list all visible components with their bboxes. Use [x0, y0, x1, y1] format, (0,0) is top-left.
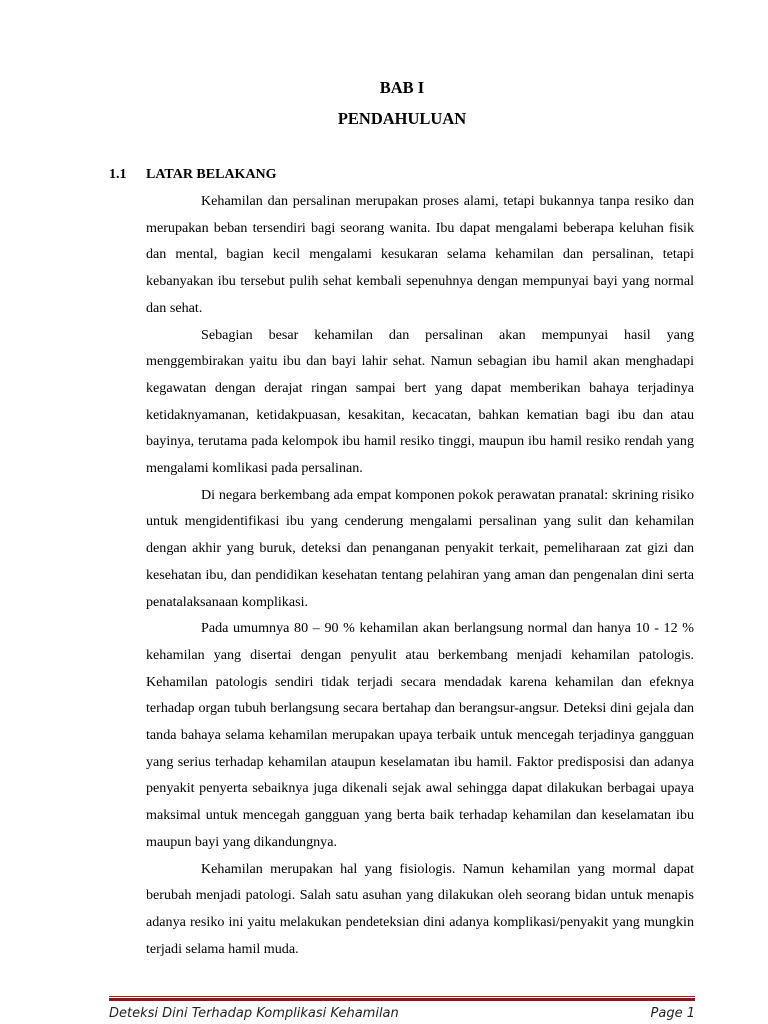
section-heading	[109, 164, 277, 186]
body-text	[146, 188, 694, 962]
paragraph: Sebagian besar kehamilan dan persalinan akan mempunyai hasil yang menggembirakan yaitu ibu dan bayi lahir sehat. Namun sebagian ibu hamil akan menghadapi kegawatan dengan derajat ringan sampai bert yang dapat memberikan bahaya terjadinya ketidaknyamanan, ketidakpuasan, kesakitan, kecacatan, bahkan kematian bagi ibu dan atau bayinya, terutama pada kelompok ibu hamil resiko tinggi, maupun ibu hamil resiko rendah yang mengalami komlikasi pada persalinan.	[146, 326, 694, 477]
chapter-number: BAB I	[379, 78, 425, 97]
section-number: 1.1	[109, 167, 127, 182]
paragraph: Pada umumnya 80 – 90 % kehamilan akan berlangsung normal dan hanya 10 - 12 % kehamilan yang disertai dengan penyulit atau berkembang menjadi kehamilan patologis. Kehamilan patologis sendiri tidak terjadi secara mendadak karena kehamilan dan efeknya terhadap organ tubuh berlangsung secara bertahap dan berangsur-angsur. Deteksi dini gejala dan tanda bahaya selama kehamilan merupakan upaya terbaik untuk mencegah terjadinya gangguan yang serius terhadap kehamilan ataupun keselamatan ibu hamil. Faktor predisposisi dan adanya penyakit penyerta sebaiknya juga dikenali sejak awal sehingga dapat dilakukan berbagai upaya maksimal untuk mencegah gangguan yang berta baik terhadap kehamilan dan keselamatan ibu maupun bayi yang dikandungnya.	[146, 620, 694, 850]
paragraph: Kehamilan dan persalinan merupakan proses alami, tetapi bukannya tanpa resiko dan merupakan beban tersendiri bagi seorang wanita. Ibu dapat mengalami beberapa keluhan fisik dan mental, bagian kecil mengalami kesukaran selama kehamilan dan persalinan, tetapi kebanyakan ibu tersebut pulih sehat kembali sepenuhnya dengan mempunyai bayi yang normal dan sehat.	[146, 193, 694, 316]
footer-title: Deteksi Dini Terhadap Komplikasi Kehamilan	[109, 1006, 399, 1021]
footer-divider	[109, 996, 695, 1001]
chapter-title: PENDAHULUAN	[337, 109, 467, 128]
page-number: Page 1	[650, 1006, 695, 1021]
chapter-heading	[0, 72, 768, 134]
paragraph: Kehamilan merupakan hal yang fisiologis. Namun kehamilan yang mormal dapat berubah menjadi patologi. Salah satu asuhan yang dilakukan oleh seorang bidan untuk menapis adanya resiko ini yaitu melakukan pendeteksian dini adanya komplikasi/penyakit yang mungkin terjadi selama hamil muda.	[146, 860, 694, 957]
section-title: LATAR BELAKANG	[146, 167, 277, 182]
paragraph: Di negara berkembang ada empat komponen pokok perawatan pranatal: skrining risiko untuk mengidentifikasi ibu yang cenderung mengalami persalinan yang sulit dan kehamilan dengan akhir yang buruk, deteksi dan penanganan penyakit terkait, pemeliharaan zat gizi dan kesehatan ibu, dan pendidikan kesehatan tentang pelahiran yang aman dan pengenalan dini serta penatalaksanaan komplikasi.	[146, 486, 694, 610]
